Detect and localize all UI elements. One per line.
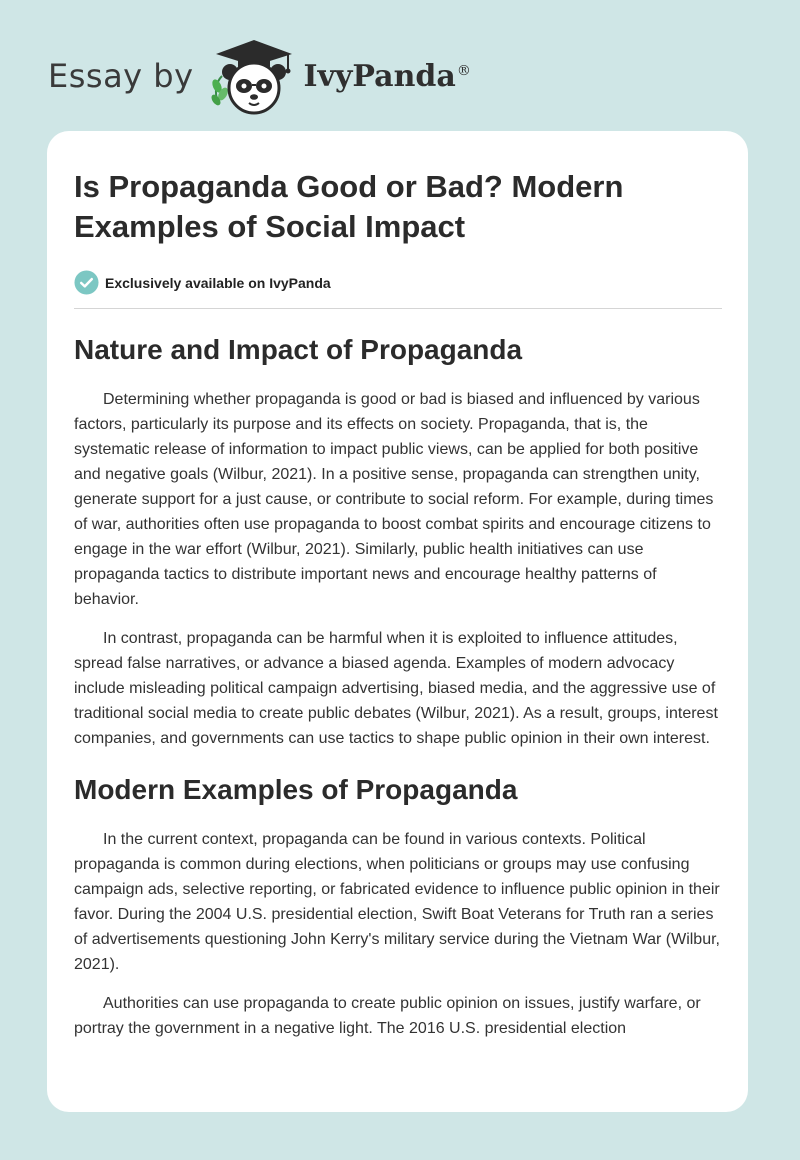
- brand-prefix: Essay by: [48, 57, 194, 95]
- paragraph: In contrast, propaganda can be harmful when it is exploited to influence attitudes, spread false narratives, or advance a biased agenda. Examples of modern advocacy include misleading political campaign advertising, biased media, and the aggressive use of traditional social media to create public debates (Wilbur, 2021). As a result, groups, interest companies, and governments can use tactics to shape public opinion in their own interest.: [74, 630, 718, 747]
- brand-header: [48, 36, 471, 116]
- brand-name: IvyPanda®: [303, 58, 471, 94]
- divider: [74, 308, 722, 309]
- paragraph: Determining whether propaganda is good or bad is biased and influenced by various factors, particularly its purpose and its effects on society. Propaganda, that is, the systematic release of information to impact public views, can be applied for both positive and negative goals (Wilbur, 2021). In a positive sense, propaganda can strengthen unity, generate support for a just cause, or contribute to social reform. For example, during times of war, authorities often use propaganda to boost combat spirits and encourage citizens to engage in the war effort (Wilbur, 2021). Similarly, public health initiatives can use propaganda tactics to distribute important news and encourage healthy patterns of behavior.: [74, 391, 714, 608]
- panda-graduate-logo-icon: [208, 36, 300, 116]
- section-heading-nature-impact: Nature and Impact of Propaganda: [74, 334, 523, 365]
- section-heading-modern-examples: Modern Examples of Propaganda: [74, 774, 518, 805]
- exclusive-badge-text: Exclusively available on IvyPanda: [105, 274, 331, 291]
- registered-mark: ®: [456, 62, 471, 79]
- essay-title: Is Propaganda Good or Bad? Modern Examples of Social Impact: [74, 169, 624, 244]
- paragraph: Authorities can use propaganda to create public opinion on issues, justify warfare, or portray the government in a negative light. The 2016 U.S. presidential election: [74, 995, 701, 1037]
- exclusive-badge: [74, 270, 722, 295]
- check-circle-icon: [74, 270, 99, 295]
- essay-card: [47, 131, 748, 1112]
- paragraph: In the current context, propaganda can be found in various contexts. Political propaganda is common during elections, when politicians or groups may use confusing campaign ads, selective reporting, or fabricated evidence to influence public opinion in their favor. During the 2004 U.S. presidential election, Swift Boat Veterans for Truth ran a series of advertisements questioning John Kerry's military service during the Vietnam War (Wilbur, 2021).: [74, 831, 720, 973]
